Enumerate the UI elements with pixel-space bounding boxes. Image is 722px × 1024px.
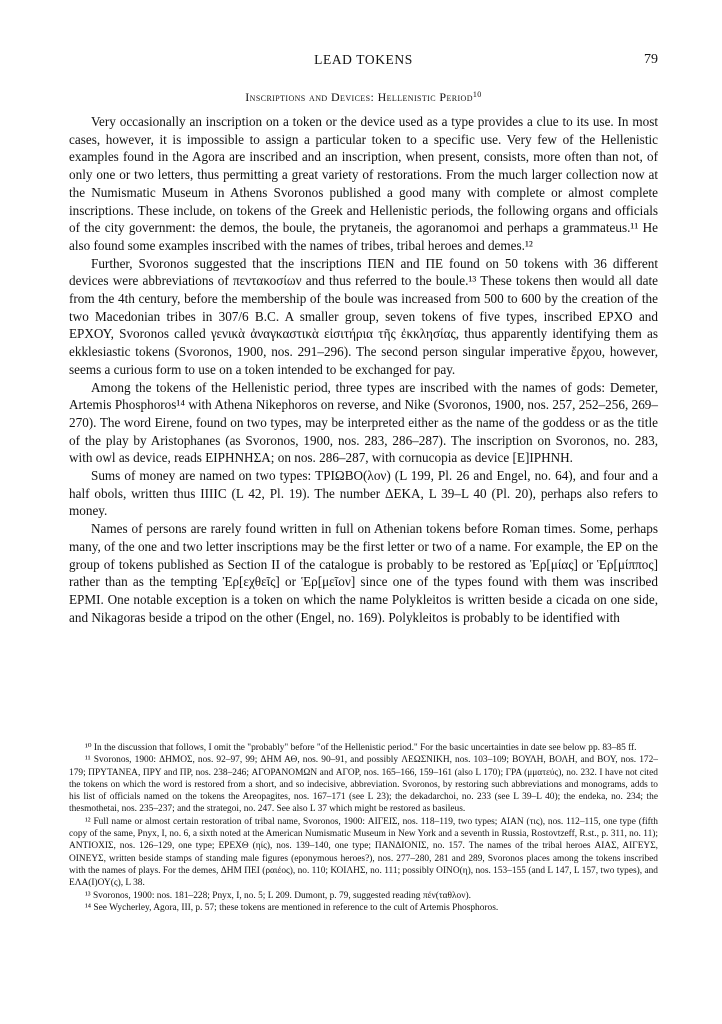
paragraph-2: Further, Svoronos suggested that the inscriptions ΠΕΝ and ΠΕ found on 50 tokens with 36 different devices were abbreviations of πεντακοσίων and thus referred to the boule.¹³ These tokens then would all date from the 4th century, before the membership of the boule was increased from 500 to 600 by the creation of the two Macedonian tribes in 307/6 B.C. A smaller group, seven tokens of five types, inscribed ΕΡΧΟ and ΕΡΧΟΥ, Svoronos called γενικὰ ἀναγκαστικὰ εἰσιτήρια τῆς ἐκκλησίας, thus apparently identifying them as ekklesiastic tokens (Svoronos, 1900, nos. 291–296). The second person singular imperative ἔρχου, however, seems a curious form to use on a token intended to be exchanged for pay. xyxy=(69,255,658,377)
paragraph-4: Sums of money are named on two types: ΤΡΙΩΒΟ(λον) (L 199, Pl. 26 and Engel, no. 64), and four and a half obols, written thus IIIIC (L 42, Pl. 19). The number ΔΕΚΑ, L 39–L 40 (Pl. 20), perhaps also refers to money. xyxy=(69,468,658,519)
page-number: 79 xyxy=(644,52,658,67)
section-heading-text: Inscriptions and Devices: Hellenistic Period xyxy=(245,90,473,104)
running-title: LEAD TOKENS xyxy=(314,52,413,67)
footnote-13: ¹³ Svoronos, 1900: nos. 181–228; Pnyx, I, no. 5; L 209. Dumont, p. 79, suggested reading πέν(ταθλον). xyxy=(85,890,471,901)
footnote-10: ¹⁰ In the discussion that follows, I omit the "probably" before "of the Hellenistic period." For the basic uncertainties in date see below pp. 83–85 ff. xyxy=(85,743,637,753)
section-heading-footnote-ref: 10 xyxy=(472,90,482,99)
footnote-14: ¹⁴ See Wycherley, Agora, III, p. 57; these tokens are mentioned in reference to the cult of Artemis Phosphoros. xyxy=(85,902,499,913)
paragraph-1: Very occasionally an inscription on a token or the device used as a type provides a clue to its use. In most cases, however, it is impossible to assign a particular token to a specific use. Very few of the Hellenistic examples found in the Agora are inscribed and an inscription, when present, consists, more often than not, of only one or two letters, thus permitting a great variety of restorations. From the much larger collection now at the Numismatic Museum in Athens Svoronos published a good many with complete or almost complete inscriptions. These include, on tokens of the Greek and Hellenistic periods, the following organs and officials of the city government: the demos, the boule, the prytaneis, the agoranomoi and perhaps a grammateus.¹¹ He also found some examples inscribed with the names of tribes, tribal heroes and demes.¹² xyxy=(69,114,658,253)
paragraph-5: Names of persons are rarely found written in full on Athenian tokens before Roman times. Some, perhaps many, of the one and two letter inscriptions may be the first letter or two of a name. For example, the ΕΡ on the group of tokens published as Section II of the catalogue is probably to be restored as Ἑρ[μίας] or Ἑρ[μίππος] rather than as the tempting Ἐρ[εχθεῖς] or Ἑρ[μεῖον] since one of the types found with them was inscribed ΕΡΜΙ. One notable exception is a token on which the name Polykleitos is written beside a cicada on one side, and Nikagoras beside a tripod on the other (Engel, no. 169). Polykleitos is probably to be identified with xyxy=(69,521,658,625)
footnote-12: ¹² Full name or almost certain restoration of tribal name, Svoronos, 1900: ΑΙΓΕΙΣ, nos. 118–119, two types; ΑΙΑΝ (τις), nos. 112–115, one type (fifth copy of the same, Pnyx, I, no. 6, a sixth noted at the American Numismatic Museum in New York and a seventh in Russia, Rostovtzeff, R.st., p. 311, no. 11); ΑΝΤΙΟΧΙΣ, nos. 126–129, one type; ΕΡΕΧΘ (ηίς), nos. 139–140, one type; ΠΑΝΔΙΟΝΙΣ, no. 157. The names of the tribal heroes ΑΙΑΣ, ΑΙΓΕΥΣ, ΟΙΝΕΥΣ, written beside stamps of standing male figures (eponymous heroes?), nos. 277–280, 281 and 289, Svoronos places among the tokens inscribed with the names of plays. For the demes, ΔΗΜ ΠΕΙ (ραιέος), no. 110; ΚΟΙΛΗΣ, no. 111; possibly ΟΙΝΟ(η), nos. 153–155 (and L 147, L 157, two types), and ΕΛΑ(Ι)ΟΥ(ς), L 38. xyxy=(69,816,658,889)
footnotes xyxy=(69,742,658,914)
section-heading xyxy=(69,90,658,105)
body-text xyxy=(69,113,658,626)
footnote-11: ¹¹ Svoronos, 1900: ΔΗΜΟΣ, nos. 92–97, 99; ΔΗΜ ΑΘ, nos. 90–91, and possibly ΛΕΩΣΝΙΚΗ, nos. 103–109; ΒΟΥΛΗ, ΒΟΛΗ, and ΒΟΥ, nos. 172–179; ΠΡΥΤΑΝΕΑ, ΠΡΥ and ΠΡ, nos. 238–246; ΑΓΟΡΑΝΟΜΩΝ and ΑΓΟΡ, nos. 165–166, 159–161 (also L 170); ΓΡΑ (μματεύς), no. 232. I have not cited the tokens on which the word is restored from a short, and so indecisive, abbreviation. Svoronos, by restoring such abbreviations and monograms, adds to his list of officials named on the tokens the Areopagites, nos. 167–171 (see L 23); the dekadarchoi, no. 233 (see L 39–L 40); the endeka, no. 234; the thesmothetai, nos. 235–237; and the strategoi, no. 247. See also L 37 which might be restored as basileus. xyxy=(69,755,658,815)
running-head xyxy=(69,52,658,72)
paragraph-3: Among the tokens of the Hellenistic period, three types are inscribed with the names of gods: Demeter, Artemis Phosphoros¹⁴ with Athena Nikephoros on reverse, and Nike (Svoronos, 1900, nos. 257, 252–256, 269–270). The word Eirene, found on two types, may be interpreted either as the name of the goddess or as the title of the play by Aristophanes (as Svoronos, 1900, nos. 283, 286–287). The inscription on Svoronos, no. 283, with owl as device, reads ΕΙΡΗΝΗΣΑ; on nos. 286–287, with cornucopia as device [Ε]ΙΡΗΝΗ. xyxy=(69,379,658,466)
